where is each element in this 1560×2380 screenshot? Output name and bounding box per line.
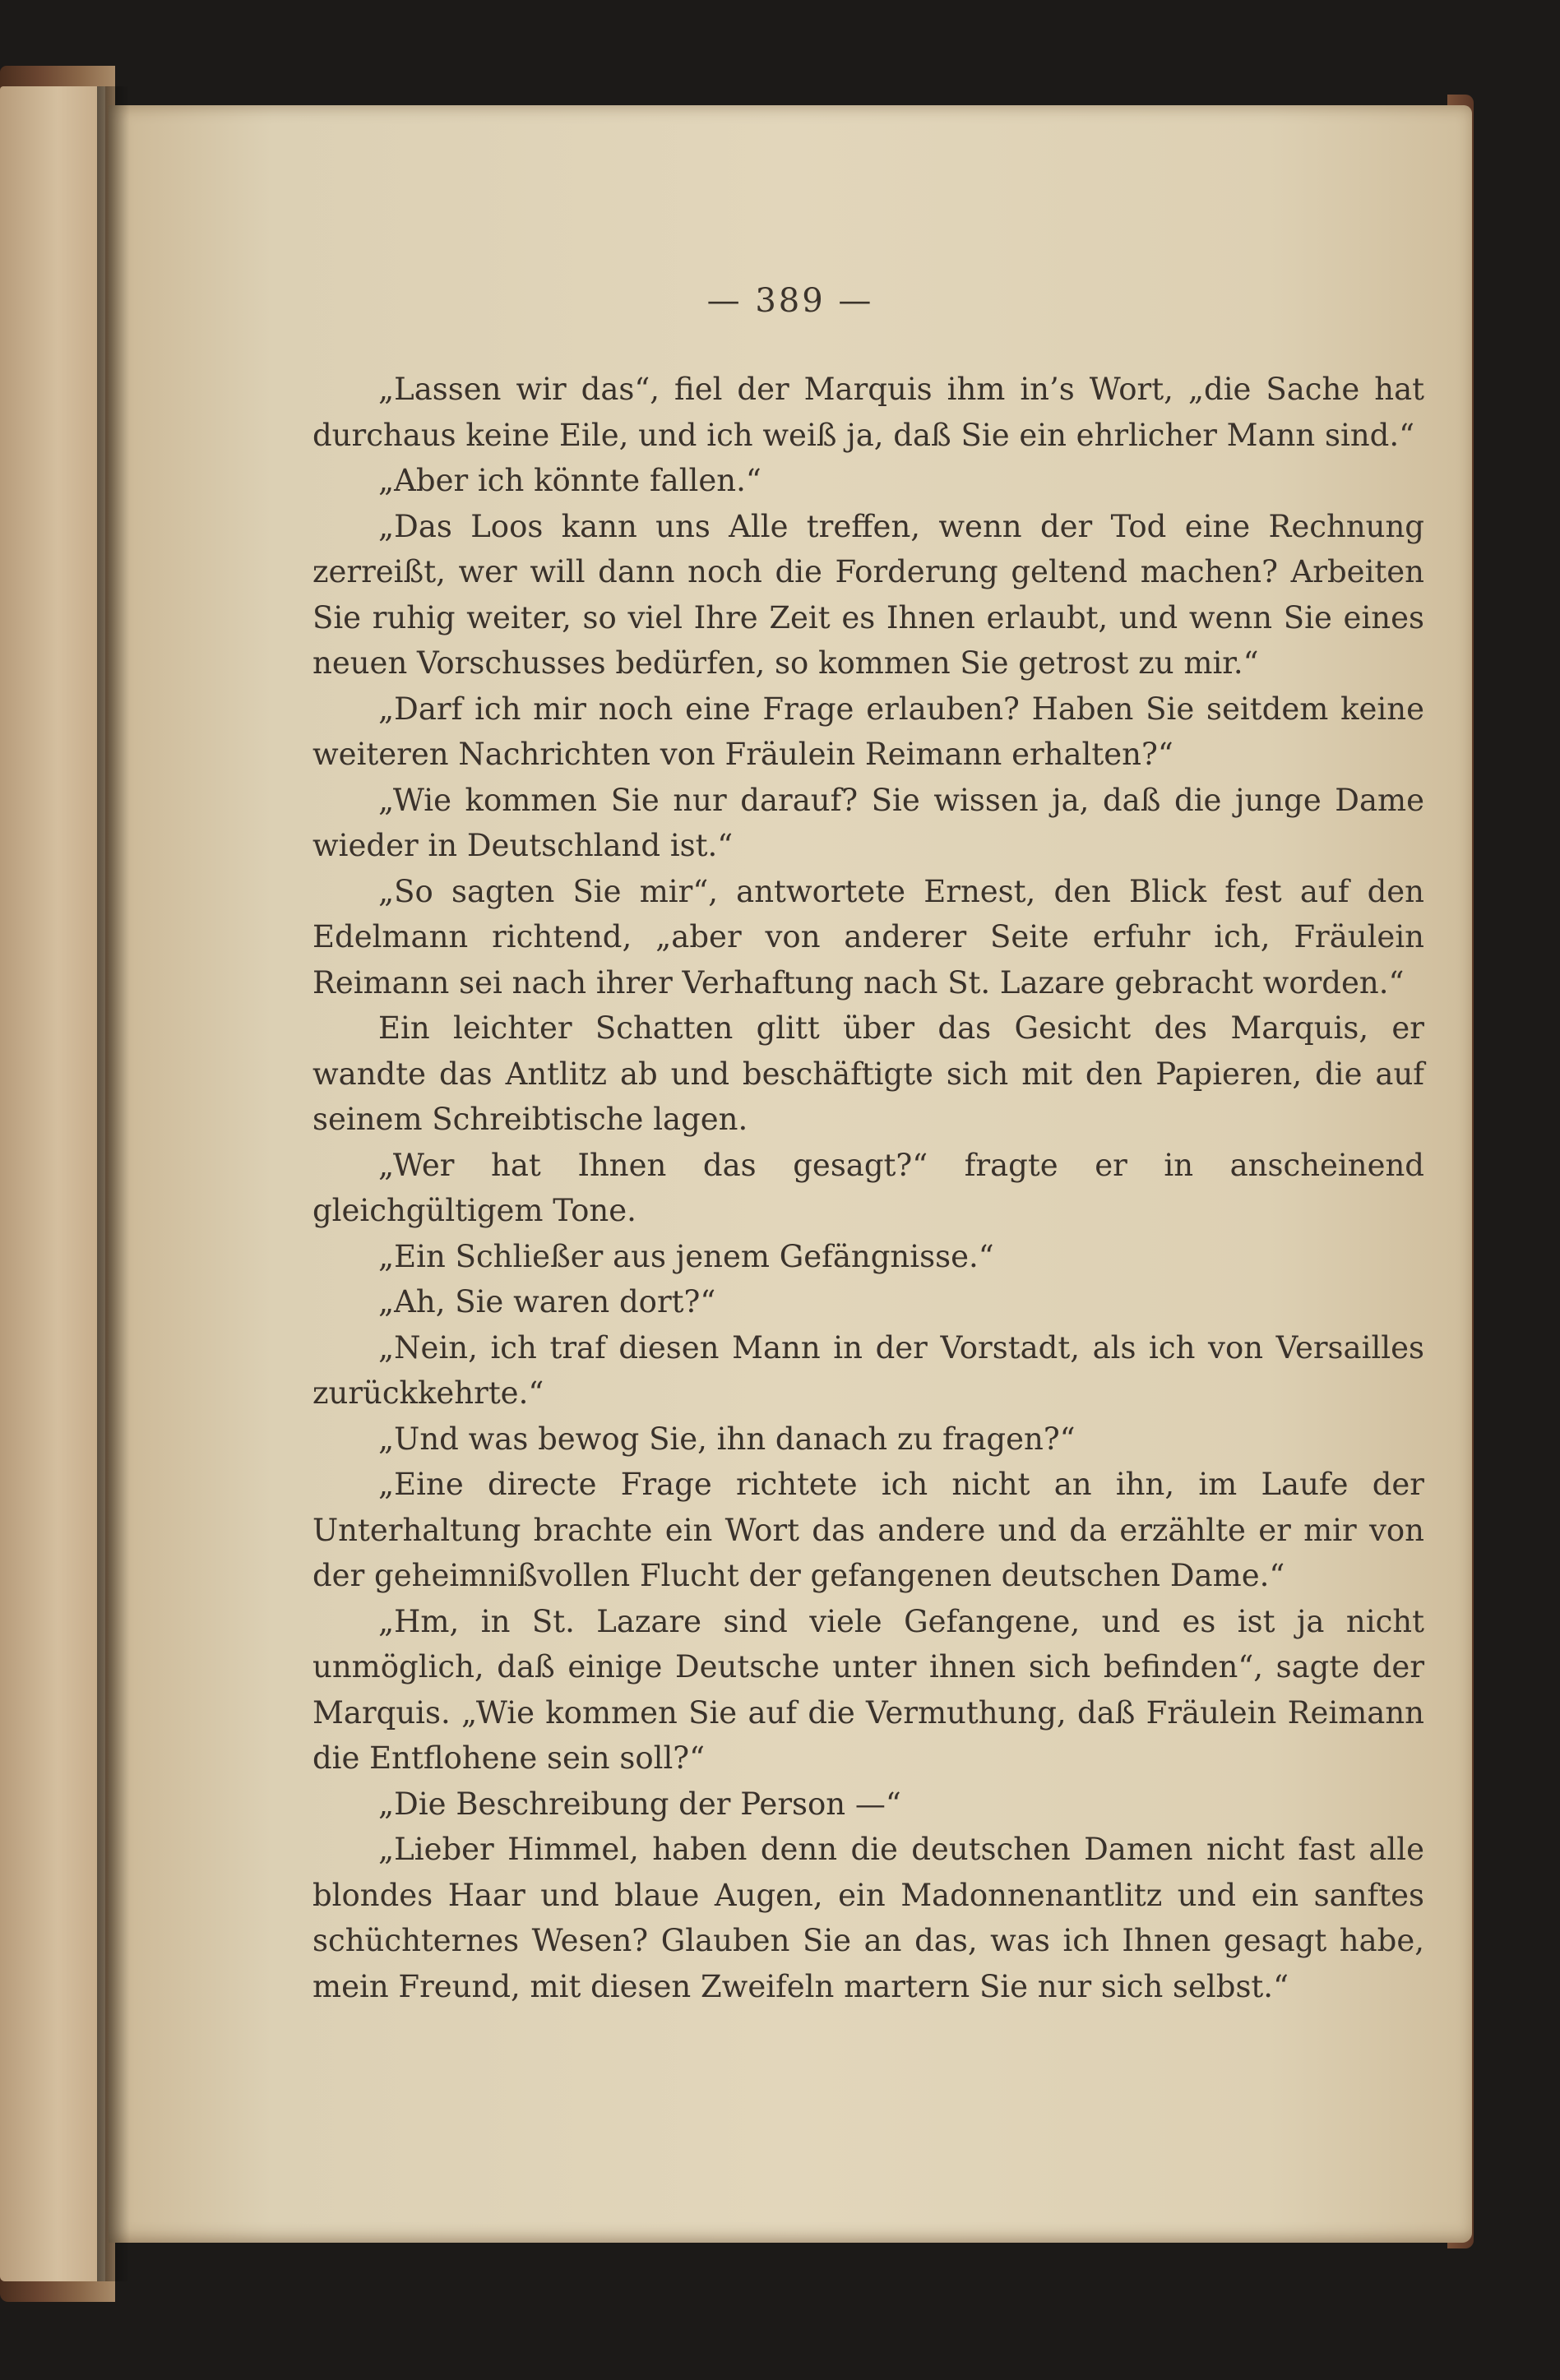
paragraph: „Und was bewog Sie, ihn danach zu fragen?“: [378, 1421, 1076, 1457]
paragraph: „Ah, Sie waren dort?“: [378, 1284, 716, 1319]
paragraph: „Wie kommen Sie nur darauf? Sie wissen ja, daß die junge Dame wieder in Deutschland ist.“: [312, 782, 1424, 863]
paragraph: „So sagten Sie mir“, antwortete Ernest, den Blick fest auf den Edelmann richtend, „aber von anderer Seite erfuhr ich, Fräulein Reimann sei nach ihrer Verhaftung nach St. Lazare gebracht worden.“: [312, 873, 1424, 1001]
book-page: [109, 105, 1472, 2243]
page-text: [312, 367, 1424, 2009]
gutter-shadow: [97, 86, 130, 2281]
paragraph: „Lassen wir das“, fiel der Marquis ihm in’s Wort, „die Sache hat durchaus keine Eile, und ich weiß ja, daß Sie ein ehrlicher Mann sind.“: [312, 372, 1424, 453]
paragraph: „Darf ich mir noch eine Frage erlauben? Haben Sie seitdem keine weiteren Nachrichten von Fräulein Reimann erhalten?“: [312, 691, 1424, 772]
paragraph: „Hm, in St. Lazare sind viele Gefangene, und es ist ja nicht unmöglich, daß einige Deutsche unter ihnen sich befinden“, sagte der Marquis. „Wie kommen Sie auf die Vermuthung, daß Fräulein Reimann die Entflohene sein soll?“: [312, 1603, 1424, 1776]
paragraph: „Das Loos kann uns Alle treffen, wenn der Tod eine Rechnung zerreißt, wer will dann noch die Forderung geltend machen? Arbeiten Sie ruhig weiter, so viel Ihre Zeit es Ihnen erlaubt, und wenn Sie eines neuen Vorschusses bedürfen, so kommen Sie getrost zu mir.“: [312, 508, 1424, 681]
paragraph: „Nein, ich traf diesen Mann in der Vorstadt, als ich von Versailles zurückkehrte.“: [312, 1329, 1424, 1411]
paragraph: Ein leichter Schatten glitt über das Gesicht des Marquis, er wandte das Antlitz ab und beschäftigte sich mit den Papieren, die auf seinem Schreibtische lagen.: [312, 1010, 1424, 1137]
paragraph: „Wer hat Ihnen das gesagt?“ fragte er in anscheinend gleichgültigem Tone.: [312, 1147, 1424, 1228]
page-number: — 389 —: [706, 282, 874, 320]
paragraph: „Lieber Himmel, haben denn die deutschen Damen nicht fast alle blondes Haar und blaue Augen, ein Madonnenantlitz und ein sanftes schüchternes Wesen? Glauben Sie an das, was ich Ihnen gesagt habe, mein Freund, mit diesen Zweifeln martern Sie nur sich selbst.“: [312, 1832, 1424, 2004]
paragraph: „Die Beschreibung der Person —“: [378, 1786, 901, 1822]
paragraph: „Eine directe Frage richtete ich nicht an ihn, im Laufe der Unterhaltung brachte ein Wort das andere und da erzählte er mir von der geheimnißvollen Flucht der gefangenen deutschen Dame.“: [312, 1467, 1424, 1593]
paragraph: „Aber ich könnte fallen.“: [378, 463, 761, 498]
left-page-edge: [0, 86, 105, 2281]
paragraph: „Ein Schließer aus jenem Gefängnisse.“: [378, 1238, 994, 1274]
